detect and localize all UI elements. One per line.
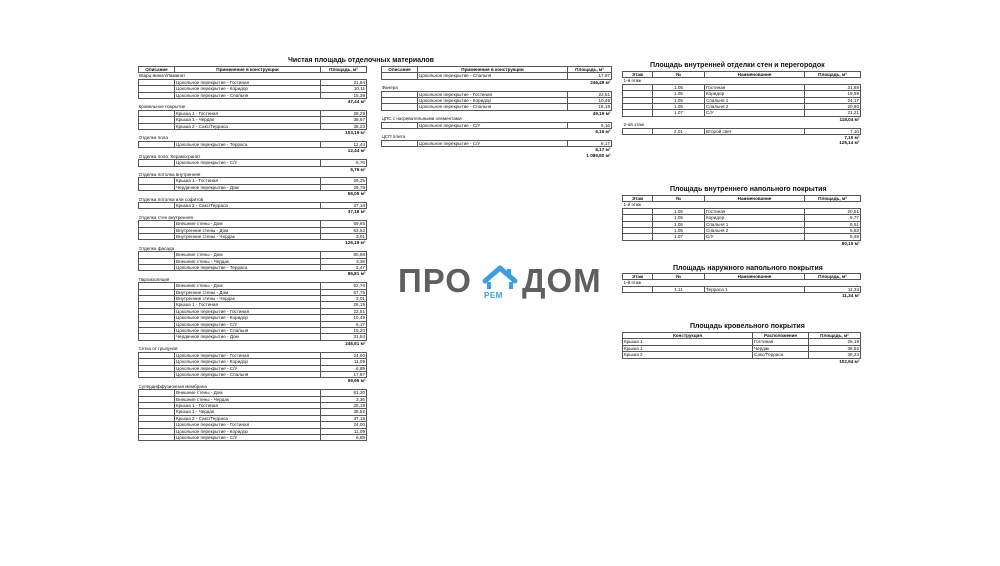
use-cell: Цокольное перекрытие - С/У — [175, 321, 321, 327]
section-total: 59,95 м² — [347, 378, 366, 384]
floor-label: 1-й этаж — [623, 78, 642, 84]
area-cell: 3,36 — [321, 258, 367, 264]
use-cell: Цокольное перекрытие - С/У — [175, 434, 321, 440]
area-cell: 38,23 — [809, 352, 861, 358]
use-cell: Цокольное перекрытие - С/У — [418, 140, 568, 146]
section-label: Отделка потолка или софитов — [138, 196, 204, 202]
area-cell: 16,20 — [321, 328, 367, 334]
materials-body-2 — [382, 73, 612, 158]
use-cell: Внутренние стены - Чердак — [175, 296, 321, 302]
area-cell: 6,89 — [321, 365, 367, 371]
area-cell: 7,10 — [805, 128, 861, 134]
use-cell: Внешние стены - Дом — [175, 390, 321, 396]
area-cell: 59,65 — [321, 221, 367, 227]
floor-out-table — [622, 273, 861, 299]
area-cell: 3,36 — [321, 396, 367, 402]
col-area-header: Площадь, м² — [321, 67, 367, 73]
num-cell: 1.07 — [653, 110, 705, 116]
section-total: 126,19 м² — [345, 240, 366, 246]
section-total: 86,81 м² — [347, 271, 366, 277]
use-cell: Крыша 2 - Сакс/Терраса — [175, 123, 321, 129]
use-cell: Цокольное перекрытие - С/У — [175, 160, 321, 166]
use-cell: Цокольное перекрытие - Спальня — [418, 73, 568, 79]
area-cell: 5,76 — [321, 160, 367, 166]
area-cell: 10,11 — [321, 86, 367, 92]
roof-total: 102,94 м² — [839, 358, 860, 364]
use-cell: Цокольное перекрытие - Коридор — [175, 86, 321, 92]
area-cell: 5,83 — [805, 228, 861, 234]
area-cell: 11,09 — [321, 428, 367, 434]
area-cell: 24,00 — [321, 352, 367, 358]
use-cell: Крыша 1 - Чердак — [175, 409, 321, 415]
section-label: ЦСП плита — [381, 134, 406, 140]
use-cell: Цокольное перекрытие - Коридор — [175, 315, 321, 321]
use-cell: Цокольное перекрытие - Спальня — [418, 104, 568, 110]
num-cell: 1.05 — [653, 208, 705, 214]
main-title: Чистая площадь отделочных материалов — [288, 57, 434, 64]
total-row — [623, 240, 861, 246]
area-cell: 81,30 — [321, 390, 367, 396]
area-cell: 21,21 — [805, 110, 861, 116]
area-cell: 8,51 — [805, 221, 861, 227]
area-cell: 38,67 — [321, 117, 367, 123]
use-cell: Внутренние стены - Дом — [175, 289, 321, 295]
spacer-cell — [418, 153, 568, 158]
section-label: ЦПС с нагревательными элементами — [381, 116, 462, 122]
use-cell: Внешние стены - Чердак — [175, 258, 321, 264]
area-cell: 12,44 — [321, 141, 367, 147]
floor-in-body — [623, 202, 861, 246]
area-cell: 6,16 — [568, 122, 612, 128]
col-floor-header: Этаж — [623, 196, 653, 202]
use-cell: Внешние стены - Дом — [175, 283, 321, 289]
use-cell: Цокольное перекрытие - Гостиная — [175, 308, 321, 314]
col-desc-header: Описание — [139, 67, 175, 73]
col-desc-header: Описание — [382, 67, 418, 73]
total-row — [623, 293, 861, 299]
section-label: Кровельное покрытие — [138, 104, 186, 110]
num-cell: 1.05 — [653, 84, 705, 90]
use-cell: Цокольное перекрытие - Коридор — [175, 359, 321, 365]
grand-total-row — [382, 153, 612, 158]
use-cell: Цокольное перекрытие - Коридор — [175, 428, 321, 434]
use-cell: Крыша 1 - Гостиная — [175, 302, 321, 308]
section-label: Супердиффузионная мембрана — [138, 383, 207, 389]
use-cell: Цокольное перекрытие - Коридор — [418, 98, 568, 104]
col-area-header: Площадь, м² — [805, 196, 861, 202]
num-cell: 1.05 — [653, 104, 705, 110]
area-cell: 21,94 — [321, 79, 367, 85]
pro-dom-logo — [398, 262, 600, 306]
area-cell: 19,99 — [805, 91, 861, 97]
area-cell: 63,52 — [321, 227, 367, 233]
area-cell: 38,52 — [321, 409, 367, 415]
section-total: 6,17 м² — [595, 147, 611, 153]
name-cell: Гостиная — [705, 84, 805, 90]
area-cell: 10,49 — [568, 98, 612, 104]
area-cell: 80,98 — [321, 252, 367, 258]
walls-body — [623, 78, 861, 146]
use-cell: Крыша 1 - Гостиная — [175, 110, 321, 116]
name-cell: Коридор — [705, 91, 805, 97]
use-cell: Крыша 2 - Сакс/Терраса — [175, 202, 321, 208]
num-cell: 1.05 — [653, 228, 705, 234]
area-cell: 22,51 — [321, 308, 367, 314]
floor-total: 11,34 м² — [842, 293, 860, 299]
area-cell: 29,79 — [321, 184, 367, 190]
area-cell: 3,01 — [321, 296, 367, 302]
use-cell: Крыша 1 - Гостиная — [175, 178, 321, 184]
num-cell: 2.01 — [653, 128, 705, 134]
name-cell: Второй свет — [705, 128, 805, 134]
name-cell: Спальня 2 — [705, 228, 805, 234]
area-cell: 9,77 — [805, 215, 861, 221]
col-name-header: Наименование — [705, 274, 805, 280]
area-cell: 31,54 — [321, 334, 367, 340]
use-cell: Цокольное перекрытие - Терраса — [175, 141, 321, 147]
use-cell: Чердачное перекрытие - Дом — [175, 184, 321, 190]
materials-body-1 — [139, 73, 367, 441]
location-cell: Гостиная — [753, 339, 809, 345]
roof-title: Площадь кровельного покрытия — [690, 323, 805, 330]
area-cell: 26,19 — [321, 302, 367, 308]
use-cell: Цокольное перекрытие - С/У — [418, 122, 568, 128]
section-label: Пароизоляция — [138, 276, 170, 282]
desc-cell — [139, 434, 175, 440]
section-total: 103,19 м² — [345, 130, 366, 136]
section-total: 6,16 м² — [595, 129, 611, 135]
floor-label: 2-ой этаж — [623, 122, 644, 128]
floor-total: 118,04 м² — [839, 116, 860, 122]
name-cell: Спальня 1 — [705, 221, 805, 227]
section-label: Фанера — [381, 85, 398, 91]
col-location-header: Расположение — [753, 333, 809, 339]
floor-out-body — [623, 280, 861, 299]
area-cell: 5,49 — [805, 234, 861, 240]
use-cell: Крыша 1 - Гостиная — [175, 402, 321, 408]
section-total: 37,16 м² — [347, 209, 366, 215]
section-total: 12,44 м² — [347, 148, 366, 154]
area-cell: 31,88 — [805, 84, 861, 90]
num-cell: 1.05 — [653, 97, 705, 103]
name-cell: Гостиная — [705, 208, 805, 214]
roof-table — [622, 332, 861, 364]
area-cell: 37,16 — [321, 202, 367, 208]
col-use-header: Применение в конструкции — [418, 67, 568, 73]
area-cell: 67,75 — [321, 289, 367, 295]
use-cell: Цокольное перекрытие - Гостиная — [175, 79, 321, 85]
walls-table — [622, 71, 861, 146]
area-cell: 24,00 — [321, 422, 367, 428]
floor-in-title: Площадь внутреннего напольного покрытия — [670, 186, 827, 193]
section-total: 5,76 м² — [350, 166, 366, 172]
area-cell: 16,19 — [568, 104, 612, 110]
use-cell: Внешние стены - Дом — [175, 221, 321, 227]
area-cell: 26,19 — [321, 402, 367, 408]
section-total: 49,19 м² — [592, 110, 611, 116]
logo-text-dom: ДОМ — [522, 262, 602, 299]
location-cell: Сакс/Терраса — [753, 352, 809, 358]
col-use-header: Применение в конструкции — [175, 67, 321, 73]
col-name-header: Наименование — [705, 72, 805, 78]
area-cell: 62,76 — [321, 283, 367, 289]
area-cell: 6,17 — [321, 321, 367, 327]
section-total: 56,05 м² — [347, 191, 366, 197]
area-cell: 6,17 — [568, 140, 612, 146]
section-label: Отделка пола — [138, 135, 168, 141]
col-floor-header: Этаж — [623, 72, 653, 78]
grand-total: 125,14 м² — [839, 140, 860, 146]
col-area-header: Площадь, м² — [809, 333, 861, 339]
floor-total: 50,10 м² — [841, 240, 860, 246]
area-cell: 11,34 — [805, 286, 861, 292]
col-num-header: № — [653, 274, 705, 280]
total-row — [623, 358, 861, 364]
use-cell: Цокольное перекрытие - Терраса — [175, 265, 321, 271]
floor-in-table — [622, 195, 861, 246]
area-cell: 3,01 — [321, 233, 367, 239]
col-floor-header: Этаж — [623, 274, 653, 280]
col-num-header: № — [653, 196, 705, 202]
use-cell: Цокольное перекрытие - Спальня — [175, 328, 321, 334]
use-cell: Цокольное перекрытие - Спальня — [175, 92, 321, 98]
use-cell: Внутренние стены - Чердак — [175, 233, 321, 239]
area-cell: 24,17 — [805, 97, 861, 103]
use-cell: Цокольное перекрытие - Гостиная — [175, 352, 321, 358]
name-cell: Коридор — [705, 215, 805, 221]
use-cell: Цокольное перекрытие - Гостиная — [418, 91, 568, 97]
area-cell: 26,19 — [809, 339, 861, 345]
col-area-header: Площадь, м² — [805, 72, 861, 78]
use-cell: Цокольное перекрытие - Спальня — [175, 371, 321, 377]
name-cell: Спальня 2 — [705, 104, 805, 110]
num-cell: 1.05 — [653, 221, 705, 227]
col-num-header: № — [653, 72, 705, 78]
materials-table-2 — [381, 66, 612, 158]
num-cell: 1.11 — [653, 286, 705, 292]
logo-text-pro: ПРО — [398, 262, 472, 299]
area-cell: 20,80 — [805, 104, 861, 110]
table-row — [139, 434, 367, 440]
area-cell: 17,97 — [321, 371, 367, 377]
area-cell: 26,25 — [321, 178, 367, 184]
area-cell: 6,89 — [321, 434, 367, 440]
area-cell: 38,52 — [809, 345, 861, 351]
grand-total-row — [623, 140, 861, 145]
use-cell: Крыша 2 - Сакс/Терраса — [175, 415, 321, 421]
roof-body — [623, 339, 861, 364]
name-cell: С/У — [705, 110, 805, 116]
area-cell: 37,16 — [321, 415, 367, 421]
col-area-header: Площадь, м² — [805, 274, 861, 280]
col-name-header: Наименование — [705, 196, 805, 202]
col-area-header: Площадь, м² — [568, 67, 612, 73]
section-label: Сетка от грызунов — [138, 346, 178, 352]
use-cell: Внешние стены - Чердак — [175, 396, 321, 402]
name-cell: С/У — [705, 234, 805, 240]
section-label: Кварц-винил/Ламинат — [138, 73, 186, 79]
construction-cell: Крыша 1 — [623, 345, 753, 351]
floor-out-title: Площадь наружного напольного покрытия — [673, 265, 823, 272]
area-cell: 15,39 — [321, 92, 367, 98]
area-cell: 38,23 — [321, 123, 367, 129]
section-total: 246,49 м² — [590, 79, 611, 85]
location-cell: Чердак — [753, 345, 809, 351]
use-cell: Цокольное перекрытие - Гостиная — [175, 422, 321, 428]
area-cell: 28,29 — [321, 110, 367, 116]
section-label: Отделка стен внутренняя — [138, 214, 193, 220]
section-label: Отделка потолка внутренняя — [138, 171, 201, 177]
num-cell: 1.05 — [653, 215, 705, 221]
use-cell: Крыша 1 - Чердак — [175, 117, 321, 123]
grand-total: 1 089,60 м² — [586, 152, 611, 158]
logo-text-rem: РЕМ — [484, 291, 503, 300]
num-cell: 1.05 — [653, 91, 705, 97]
construction-cell: Крыша 2 — [623, 352, 753, 358]
use-cell: Внешние стены - Дом — [175, 252, 321, 258]
walls-title: Площадь внутренней отделки стен и перегородок — [650, 62, 825, 69]
name-cell: Спальня 1 — [705, 97, 805, 103]
name-cell: Терраса 1 — [705, 286, 805, 292]
area-cell: 2,47 — [321, 265, 367, 271]
floor-label: 1-й этаж — [623, 280, 642, 286]
use-cell: Чердачное перекрытие - Дом — [175, 334, 321, 340]
use-cell: Цокольное перекрытие - С/У — [175, 365, 321, 371]
area-cell: 22,51 — [568, 91, 612, 97]
section-label: Отделка пола. Керамогранит — [138, 153, 201, 159]
area-cell: 17,97 — [568, 73, 612, 79]
floor-total: 7,10 м² — [844, 135, 860, 141]
area-cell: 10,49 — [321, 315, 367, 321]
use-cell: Внутренние стены - Дом — [175, 227, 321, 233]
area-cell: 20,51 — [805, 208, 861, 214]
floor-label: 1-й этаж — [623, 202, 642, 208]
spacer-cell — [382, 153, 418, 158]
num-cell: 1.07 — [653, 234, 705, 240]
section-total: 246,61 м² — [345, 340, 366, 346]
section-total: 47,44 м² — [347, 99, 366, 105]
construction-cell: Крыша 1 — [623, 339, 753, 345]
area-cell: 11,09 — [321, 359, 367, 365]
section-label: Отделка фасада — [138, 245, 175, 251]
col-construction-header: Конструкция — [623, 333, 753, 339]
materials-table-1 — [138, 66, 367, 441]
